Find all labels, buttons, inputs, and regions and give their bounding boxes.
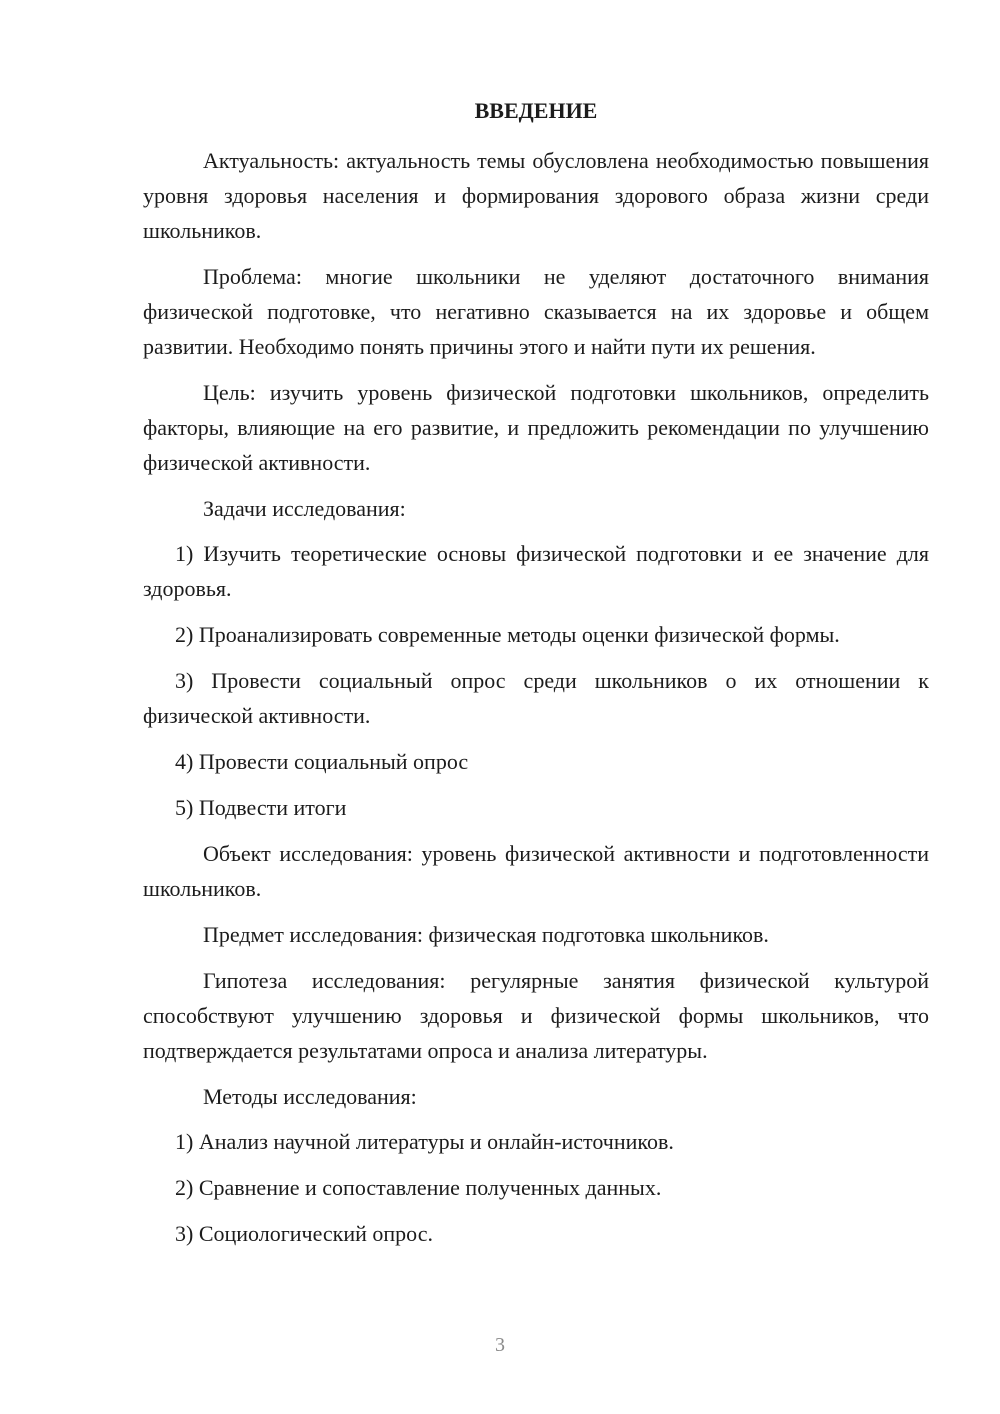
paragraph-goal: Цель: изучить уровень физической подготовки школьников, определить факторы, влияющие на его развитие, и предложить рекомендации по улучшению физической активности.	[143, 380, 929, 475]
paragraph-relevance: Актуальность: актуальность темы обусловлена необходимостью повышения уровня здоровья населения и формирования здорового образа жизни среди школьников.	[143, 148, 929, 243]
task-item-3: 3) Провести социальный опрос среди школьников о их отношении к физической активности.	[143, 668, 929, 728]
section-title: ВВЕДЕНИЕ	[474, 98, 598, 123]
document-body	[143, 96, 929, 1262]
task-item-1: 1) Изучить теоретические основы физической подготовки и ее значение для здоровья.	[143, 541, 929, 601]
task-item-5: 5) Подвести итоги	[175, 795, 347, 820]
paragraph-hypothesis: Гипотеза исследования: регулярные занятия физической культурой способствуют улучшению здоровья и физической формы школьников, что подтверждается результатами опроса и анализа литературы.	[143, 968, 929, 1063]
task-item-2: 2) Проанализировать современные методы оценки физической формы.	[175, 622, 840, 647]
method-item-2: 2) Сравнение и сопоставление полученных данных.	[175, 1175, 662, 1200]
task-item-4: 4) Провести социальный опрос	[175, 749, 469, 774]
methods-heading: Методы исследования:	[203, 1084, 417, 1109]
paragraph-problem: Проблема: многие школьники не уделяют достаточного внимания физической подготовке, что негативно сказывается на их здоровье и общем развитии. Необходимо понять причины этого и найти пути их решения.	[143, 264, 929, 359]
paragraph-object: Объект исследования: уровень физической активности и подготовленности школьников.	[143, 841, 929, 901]
paragraph-subject: Предмет исследования: физическая подготовка школьников.	[203, 922, 769, 947]
method-item-1: 1) Анализ научной литературы и онлайн-источников.	[175, 1129, 674, 1154]
tasks-heading: Задачи исследования:	[203, 496, 406, 521]
page-number: 3	[495, 1334, 505, 1356]
method-item-3: 3) Социологический опрос.	[175, 1221, 433, 1246]
